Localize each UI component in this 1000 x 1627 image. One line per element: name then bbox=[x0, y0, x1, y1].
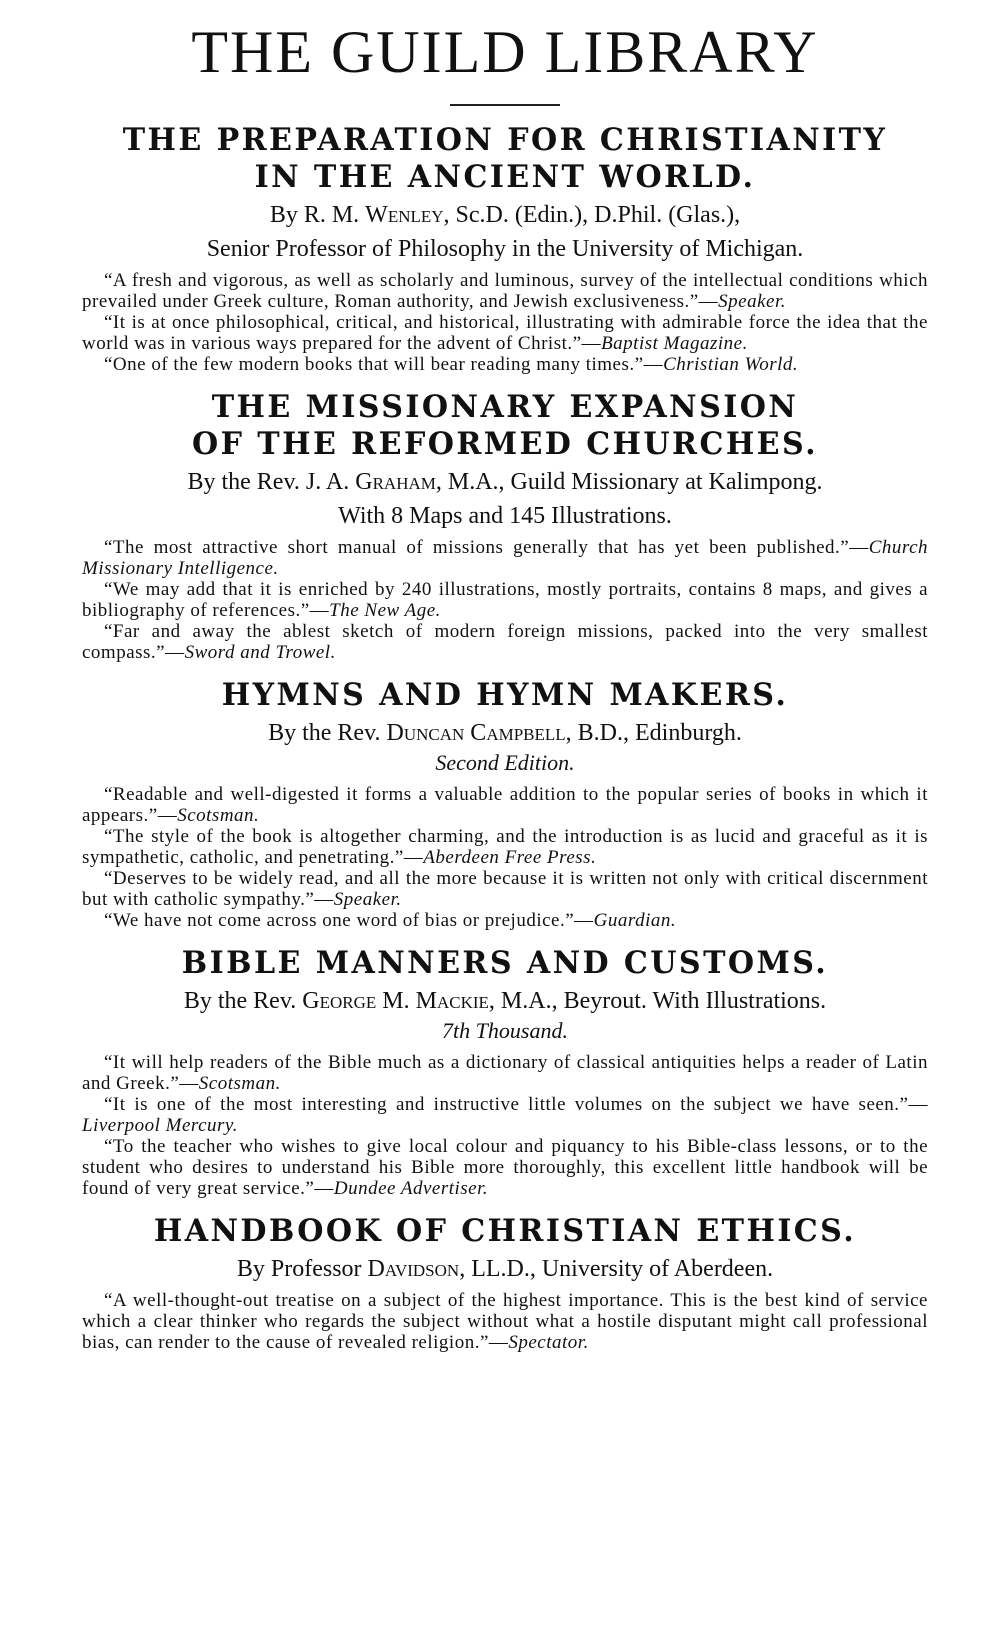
review-text: “We have not come across one word of bias or prejudice.”— bbox=[104, 910, 594, 931]
review-text: “A fresh and vigorous, as well as scholarly and luminous, survey of the intellectual conditions which prevailed under Greek culture, Roman authority, and Jewish exclusiveness.”— bbox=[82, 270, 928, 312]
review-source: Liverpool Mercury. bbox=[82, 1115, 239, 1136]
review-quote bbox=[82, 537, 928, 579]
byline-line bbox=[82, 1254, 928, 1284]
review-quote bbox=[82, 784, 928, 826]
review-list bbox=[82, 1052, 928, 1199]
byline-text: , M.A., Beyrout. With Illustrations. bbox=[488, 988, 827, 1014]
review-source: Church Missionary Intelligence. bbox=[82, 537, 928, 579]
review-source: Speaker. bbox=[333, 889, 402, 910]
book-title-line: BIBLE MANNERS AND CUSTOMS. bbox=[181, 945, 829, 981]
book-title-line: IN THE ANCIENT WORLD. bbox=[254, 159, 756, 195]
review-source: Guardian. bbox=[593, 910, 677, 931]
author-name: Wenley bbox=[365, 202, 444, 228]
byline-text: By the Rev. bbox=[183, 988, 303, 1014]
book-list bbox=[82, 122, 928, 1353]
book-entry bbox=[82, 677, 928, 931]
author-name: Davidson bbox=[367, 1256, 460, 1282]
review-source: Scotsman. bbox=[177, 805, 260, 826]
review-quote bbox=[82, 826, 928, 868]
book-entry bbox=[82, 122, 928, 375]
byline-line bbox=[82, 467, 928, 497]
title-divider bbox=[450, 104, 560, 106]
review-source: Speaker. bbox=[718, 291, 787, 312]
review-text: “It is one of the most interesting and instructive little volumes on the subject we have seen.”— bbox=[104, 1094, 928, 1115]
review-source: Spectator. bbox=[508, 1332, 589, 1353]
byline-line bbox=[82, 501, 928, 531]
byline-text: With 8 Maps and 145 Illustrations. bbox=[338, 503, 672, 529]
review-quote bbox=[82, 1094, 928, 1136]
author-name: George M. Mackie bbox=[302, 988, 489, 1014]
page-title: THE GUILD LIBRARY bbox=[191, 19, 819, 85]
review-list bbox=[82, 784, 928, 931]
review-source: Aberdeen Free Press. bbox=[423, 847, 597, 868]
review-source: Sword and Trowel. bbox=[184, 642, 336, 663]
byline-line bbox=[82, 986, 928, 1016]
byline-text: , LL.D., University of Aberdeen. bbox=[459, 1256, 774, 1282]
review-text: “We may add that it is enriched by 240 illustrations, mostly portraits, contains 8 maps, and gives a bibliography of references.”— bbox=[82, 579, 928, 621]
review-text: “Far and away the ablest sketch of modern foreign missions, packed into the very smallest compass.”— bbox=[82, 621, 928, 663]
review-text: “A well-thought-out treatise on a subject of the highest importance. This is the best kind of service which a clear thinker who regards the subject without what a hostile disputant might call professional bias, can render to the cause of revealed religion.”— bbox=[82, 1290, 928, 1353]
byline-text: By the Rev. bbox=[268, 720, 387, 746]
byline-text: , B.D., Edinburgh. bbox=[565, 720, 742, 746]
review-quote bbox=[82, 621, 928, 663]
review-quote bbox=[82, 910, 928, 931]
byline-text: By Professor bbox=[236, 1256, 368, 1282]
book-title-line: OF THE REFORMED CHURCHES. bbox=[192, 426, 818, 462]
review-source: The New Age. bbox=[329, 600, 441, 621]
review-source: Christian World. bbox=[663, 354, 799, 375]
book-entry bbox=[82, 389, 928, 663]
review-source: Scotsman. bbox=[198, 1073, 281, 1094]
review-quote bbox=[82, 579, 928, 621]
review-quote bbox=[82, 1290, 928, 1353]
byline-line bbox=[82, 200, 928, 230]
byline-text: Senior Professor of Philosophy in the University of Michigan. bbox=[206, 236, 804, 262]
review-list bbox=[82, 1290, 928, 1353]
author-name: Graham bbox=[355, 469, 436, 495]
review-text: “Readable and well-digested it forms a valuable addition to the popular series of books in which it appears.”— bbox=[82, 784, 928, 826]
review-quote bbox=[82, 354, 928, 375]
review-text: “Deserves to be widely read, and all the more because it is written not only with critical discernment but with catholic sympathy.”— bbox=[82, 868, 928, 910]
review-text: “To the teacher who wishes to give local colour and piquancy to his Bible-class lessons, or to the student who desires to understand his Bible more thoroughly, this excellent little handbook will be found of very great service.”— bbox=[82, 1136, 928, 1199]
review-quote bbox=[82, 1136, 928, 1199]
review-quote bbox=[82, 1052, 928, 1094]
byline-text: , Sc.D. (Edin.), D.Phil. (Glas.), bbox=[443, 202, 741, 228]
review-quote bbox=[82, 868, 928, 910]
review-text: “It will help readers of the Bible much as a dictionary of classical antiquities helps a reader of Latin and Greek.”— bbox=[82, 1052, 928, 1094]
book-entry bbox=[82, 945, 928, 1199]
review-text: “The most attractive short manual of missions generally that has yet been published.”— bbox=[104, 537, 869, 558]
review-quote bbox=[82, 270, 928, 312]
review-source: Baptist Magazine. bbox=[601, 333, 748, 354]
byline-text: By R. M. bbox=[269, 202, 366, 228]
book-title-line: HANDBOOK OF CHRISTIAN ETHICS. bbox=[153, 1213, 857, 1249]
byline-line bbox=[82, 234, 928, 264]
review-text: “The style of the book is altogether charming, and the introduction is as lucid and graceful as it is sympathetic, catholic, and penetrating.”— bbox=[82, 826, 928, 868]
review-text: “It is at once philosophical, critical, and historical, illustrating with admirable force the idea that the world was in various ways prepared for the advent of Christ.”— bbox=[82, 312, 928, 354]
edition-note: 7th Thousand. bbox=[442, 1018, 568, 1043]
review-text: “One of the few modern books that will bear reading many times.”— bbox=[104, 354, 664, 375]
book-title-line: THE MISSIONARY EXPANSION bbox=[211, 389, 799, 425]
byline-text: , M.A., Guild Missionary at Kalimpong. bbox=[435, 469, 823, 495]
review-list bbox=[82, 270, 928, 375]
byline-text: By the Rev. J. A. bbox=[187, 469, 356, 495]
byline-line bbox=[82, 718, 928, 748]
book-title-line: HYMNS AND HYMN MAKERS. bbox=[221, 677, 789, 713]
review-list bbox=[82, 537, 928, 663]
review-quote bbox=[82, 312, 928, 354]
book-entry bbox=[82, 1213, 928, 1353]
review-source: Dundee Advertiser. bbox=[333, 1178, 489, 1199]
book-title-line: THE PREPARATION FOR CHRISTIANITY bbox=[122, 122, 888, 158]
author-name: Duncan Campbell bbox=[386, 720, 566, 746]
edition-note: Second Edition. bbox=[435, 750, 575, 775]
